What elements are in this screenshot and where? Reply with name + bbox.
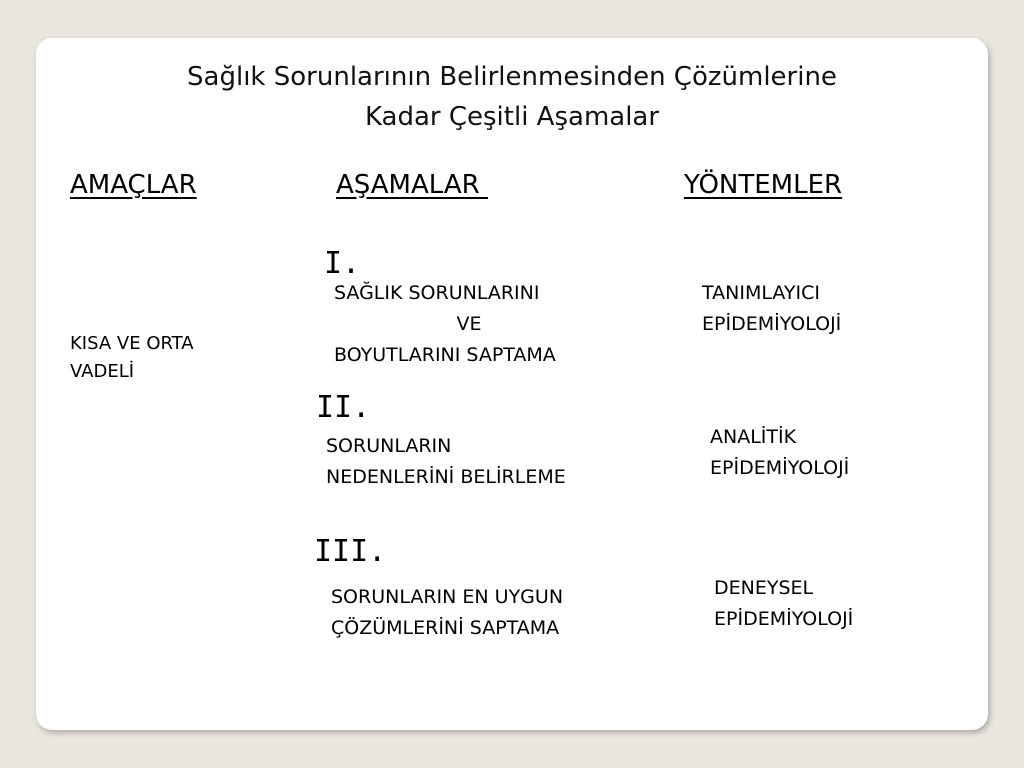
stage-2-method-line-1: ANALİTİK (710, 426, 797, 448)
header-asamalar: AŞAMALAR (336, 170, 488, 200)
stage-3-method-line-2: EPİDEMİYOLOJİ (714, 608, 854, 630)
header-yontemler: YÖNTEMLER (684, 170, 843, 200)
stage-1-line-2: VE (456, 313, 482, 335)
stage-1-line-3: BOYUTLARINI SAPTAMA (334, 344, 556, 366)
stage-2-method-line-2: EPİDEMİYOLOJİ (710, 457, 850, 479)
header-amaclar: AMAÇLAR (70, 170, 197, 200)
slide (36, 38, 988, 730)
slide-title-line-1: Sağlık Sorunlarının Belirlenmesinden Çözümlerine (187, 62, 837, 92)
stage-2-line-1: SORUNLARIN (326, 435, 452, 457)
stage-1-line-1: SAĞLIK SORUNLARINI (334, 282, 540, 304)
stage-3-method-line-1: DENEYSEL (714, 577, 814, 599)
stage-3-method (714, 573, 853, 635)
slide-title-line-2: Kadar Çeşitli Aşamalar (364, 102, 660, 132)
stage-2-text (326, 431, 566, 493)
stage-2-method (710, 422, 849, 484)
stage-3-line-2: ÇÖZÜMLERİNİ SAPTAMA (331, 617, 560, 639)
stage-1-method-line-2: EPİDEMİYOLOJİ (702, 313, 842, 335)
stage-1-text (334, 278, 604, 371)
goal-text (70, 330, 194, 386)
goal-line-1: KISA VE ORTA (70, 333, 194, 354)
stage-1-method (702, 278, 841, 340)
stage-1-number: I. (324, 246, 361, 281)
stage-2-number: II. (316, 390, 371, 425)
goal-line-2: VADELİ (70, 361, 135, 382)
stage-3-text (331, 582, 563, 644)
stage-1-method-line-1: TANIMLAYICI (702, 282, 820, 304)
stage-3-number: III. (314, 534, 387, 569)
stage-3-line-1: SORUNLARIN EN UYGUN (331, 586, 564, 608)
stage-2-line-2: NEDENLERİNİ BELİRLEME (326, 466, 566, 488)
